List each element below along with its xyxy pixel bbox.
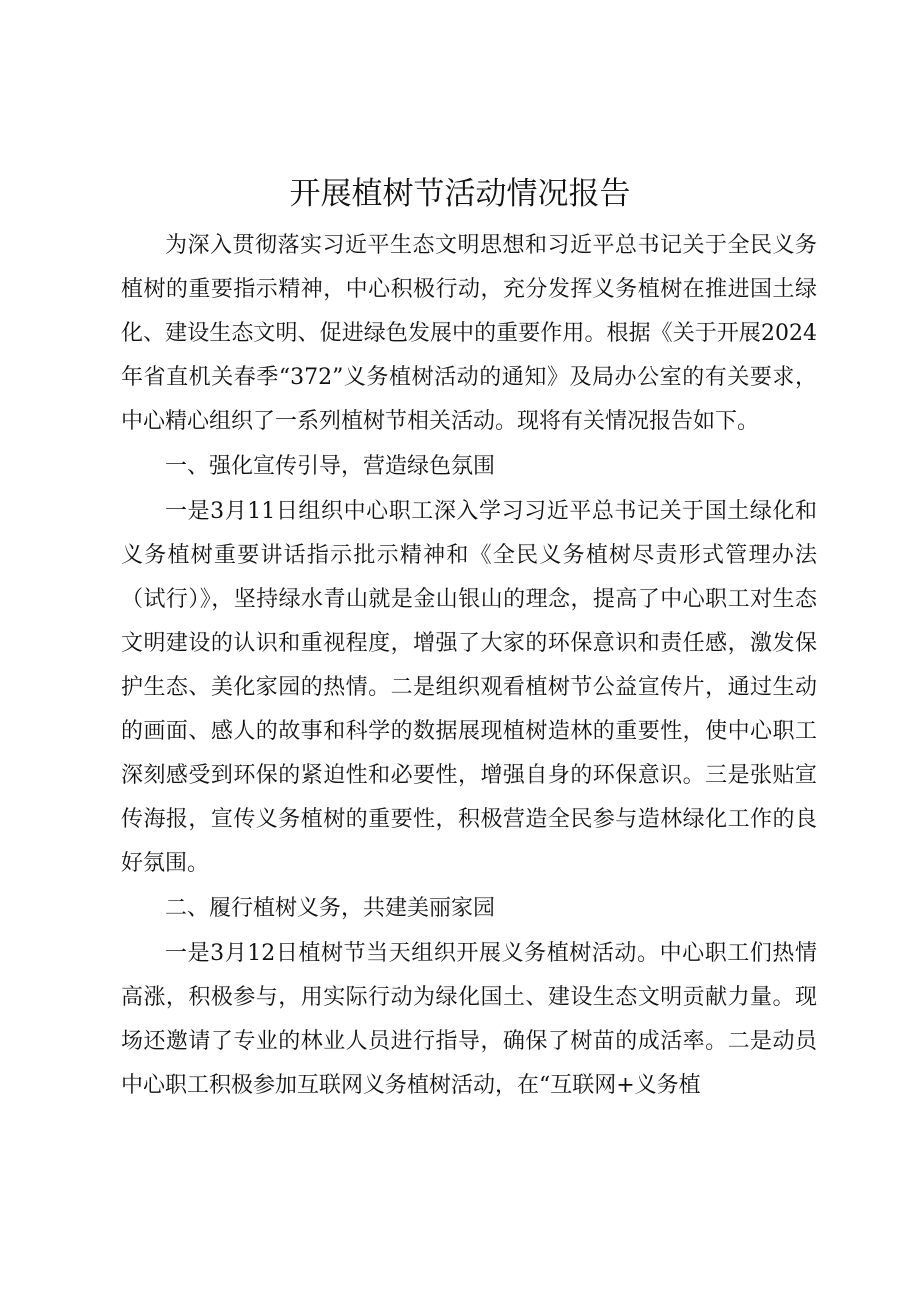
document-title: 开展植树节活动情况报告 xyxy=(289,176,631,212)
section-heading-1: 一、强化宣传引导，营造绿色氛围 xyxy=(165,454,496,479)
section-heading-2: 二、履行植树义务，共建美丽家园 xyxy=(165,896,496,921)
section-paragraph-1: 一是3月11日组织中心职工深入学习习近平总书记关于国土绿化和义务植树重要讲话指示批示精神和《全民义务植树尽责形式管理办法（试行）》，坚持绿水青山就是金山银山的理念，提高了中心职工对生态文明建设的认识和重视程度，增强了大家的环保意识和责任感，激发保护生态、美化家园的热情。二是组织观看植树节公益宣传片，通过生动的画面、感人的故事和科学的数据展现植树造林的重要性，使中心职工深刻感受到环保的紧迫性和必要性，增强自身的环保意识。三是张贴宣传海报，宣传义务植树的重要性，积极营造全民参与造林绿化工作的良好氛围。 xyxy=(121,499,817,876)
document-body xyxy=(121,224,817,1108)
section-paragraph-2: 一是3月12日植树节当天组织开展义务植树活动。中心职工们热情高涨，积极参与，用实际行动为绿化国土、建设生态文明贡献力量。现场还邀请了专业的林业人员进行指导，确保了树苗的成活率。二是动员中心职工积极参加互联网义务植树活动，在“互联网+义务植 xyxy=(121,941,817,1098)
intro-paragraph: 为深入贯彻落实习近平生态文明思想和习近平总书记关于全民义务植树的重要指示精神，中心积极行动，充分发挥义务植树在推进国土绿化、建设生态文明、促进绿色发展中的重要作用。根据《关于开展2024年省直机关春季“372”义务植树活动的通知》及局办公室的有关要求，中心精心组织了一系列植树节相关活动。现将有关情况报告如下。 xyxy=(121,233,817,434)
